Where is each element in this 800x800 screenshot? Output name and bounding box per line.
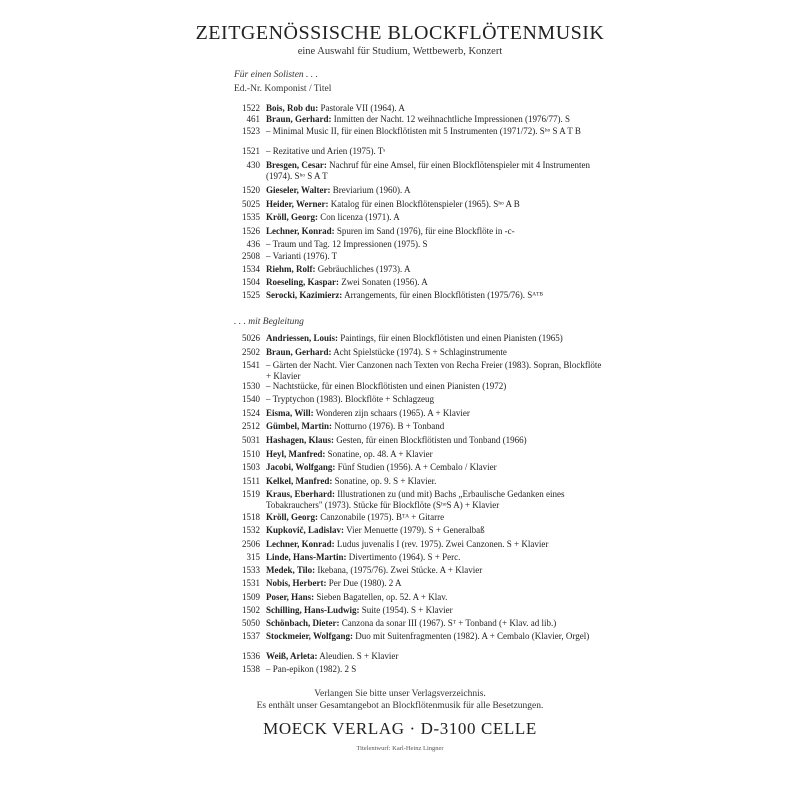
edition-number: 1537 (242, 631, 260, 641)
design-credit: Titelentwurf: Karl-Heinz Lingner (356, 745, 444, 752)
entry-text (266, 664, 606, 675)
work-title: – Gärten der Nacht. Vier Canzonen nach Texten von Recha Freier (1983). Sopran, Blockflöte + Klavier (266, 360, 602, 381)
entry-text (266, 381, 606, 392)
composer-name: Kröll, Georg: (266, 212, 318, 222)
composer-name: Riehm, Rolf: (266, 264, 316, 274)
edition-number: 5026 (242, 333, 260, 343)
edition-number: 1509 (242, 592, 260, 602)
edition-number: 5050 (242, 618, 260, 628)
edition-number: 315 (246, 552, 260, 562)
edition-number: 1524 (242, 408, 260, 418)
entry-text (266, 489, 606, 510)
entry-text (266, 592, 606, 603)
edition-number: 1540 (242, 394, 260, 404)
composer-name: Bois, Rob du: (266, 103, 319, 113)
composer-name: Gümbel, Martin: (266, 421, 332, 431)
edition-number: 5031 (242, 435, 260, 445)
edition-number: 1531 (242, 578, 260, 588)
work-title: – Varianti (1976). T (266, 251, 338, 261)
work-title: Sonatine, op. 48. A + Klavier (327, 449, 433, 459)
entry-text (266, 618, 606, 629)
composer-name: Kröll, Georg: (266, 512, 318, 522)
work-title: Ludus juvenalis I (rev. 1975). Zwei Canzonen. S + Klavier (336, 539, 549, 549)
edition-number: 430 (246, 160, 260, 170)
work-title: Spuren im Sand (1976), für eine Blockflöte in -c- (336, 226, 515, 236)
edition-number: 1518 (242, 512, 260, 522)
work-title: Ikebana, (1975/76). Zwei Stücke. A + Klavier (317, 565, 483, 575)
composer-name: Medek, Tilo: (266, 565, 316, 575)
edition-number: 1533 (242, 565, 260, 575)
page-subtitle: eine Auswahl für Studium, Wettbewerb, Konzert (297, 46, 503, 57)
work-title: Aleudien. S + Klavier (319, 651, 399, 661)
entry-text (266, 408, 606, 419)
entry-text (266, 605, 606, 616)
work-title: Arrangements, für einen Blockflötisten (1975/76). Sᴬᵀᴮ (344, 290, 543, 300)
soloists-section-label: Für einen Solisten . . . (234, 70, 318, 80)
work-title: Nachruf für eine Amsel, für einen Blockflötenspieler mit 4 Instrumenten (1974). Sʰᵒ S A T (266, 160, 590, 181)
work-title: Pastorale VII (1964). A (320, 103, 405, 113)
entry-text (266, 476, 606, 487)
edition-number: 1503 (242, 462, 260, 472)
edition-number: 461 (246, 114, 260, 124)
edition-number: 2506 (242, 539, 260, 549)
work-title: Gesten, für einen Blockflötisten und Tonband (1966) (336, 435, 527, 445)
entry-text (266, 347, 606, 358)
composer-name: Serocki, Kazimierz: (266, 290, 343, 300)
work-title: – Tryptychon (1983). Blockflöte + Schlagzeug (266, 394, 435, 404)
work-title: Duo mit Suitenfragmenten (1982). A + Cembalo (Klavier, Orgel) (355, 631, 590, 641)
page-title: ZEITGENÖSSISCHE BLOCKFLÖTENMUSIK (195, 22, 605, 44)
work-title: Breviarium (1960). A (332, 185, 411, 195)
footer-note-2: Es enthält unser Gesamtangebot an Blockflötenmusik für alle Besetzungen. (256, 701, 544, 711)
edition-number: 1538 (242, 664, 260, 674)
edition-number: 1526 (242, 226, 260, 236)
edition-number: 1522 (242, 103, 260, 113)
edition-number: 1510 (242, 449, 260, 459)
edition-number: 1532 (242, 525, 260, 535)
work-title: Gebräuchliches (1973). A (317, 264, 411, 274)
composer-name: Heider, Werner: (266, 199, 329, 209)
composer-name: Eisma, Will: (266, 408, 314, 418)
entry-text (266, 578, 606, 589)
work-title: – Nachtstücke, für einen Blockflötisten und einen Pianisten (1972) (266, 381, 507, 391)
accompanied-section-label: . . . mit Begleitung (234, 317, 304, 327)
edition-number: 1520 (242, 185, 260, 195)
work-title: Illustrationen zu (und mit) Bachs „Erbaulische Gedanken eines Tobakrauchers" (1973). Stücke für Blockflöte (SʰᵒS A) + Klavier (266, 489, 565, 510)
work-title: Per Due (1980). 2 A (328, 578, 402, 588)
work-title: Inmitten der Nacht. 12 weihnachtliche Impressionen (1976/77). S (333, 114, 570, 124)
entry-text (266, 651, 606, 662)
work-title: Fünf Studien (1956). A + Cembalo / Klavier (337, 462, 497, 472)
composer-name: Andriessen, Louis: (266, 333, 339, 343)
entry-text (266, 449, 606, 460)
edition-number: 2502 (242, 347, 260, 357)
entry-text (266, 565, 606, 576)
entry-text (266, 512, 606, 523)
work-title: Canzona da sonar III (1967). Sᵀ + Tonband (+ Klav. ad lib.) (341, 618, 557, 628)
edition-number: 1521 (242, 146, 260, 156)
edition-number: 1504 (242, 277, 260, 287)
edition-number: 2512 (242, 421, 260, 431)
edition-number: 1535 (242, 212, 260, 222)
composer-name: Schönbach, Dieter: (266, 618, 340, 628)
composer-name: Poser, Hans: (266, 592, 315, 602)
composer-name: Schilling, Hans-Ludwig: (266, 605, 360, 615)
composer-name: Kelkel, Manfred: (266, 476, 333, 486)
composer-name: Gieseler, Walter: (266, 185, 331, 195)
work-title: Paintings, für einen Blockflötisten und einen Pianisten (1965) (340, 333, 563, 343)
entry-text (266, 333, 606, 344)
composer-name: Linde, Hans-Martin: (266, 552, 347, 562)
edition-number: 1534 (242, 264, 260, 274)
work-title: Wonderen zijn schaars (1965). A + Klavier (315, 408, 470, 418)
edition-number: 1525 (242, 290, 260, 300)
composer-name: Bresgen, Cesar: (266, 160, 327, 170)
edition-number: 2508 (242, 251, 260, 261)
work-title: – Rezitative und Arien (1975). Tˢ (266, 146, 386, 156)
edition-number: 1519 (242, 489, 260, 499)
work-title: Con licenza (1971). A (320, 212, 400, 222)
entry-text (266, 552, 606, 563)
entry-text (266, 435, 606, 446)
edition-number: 1502 (242, 605, 260, 615)
edition-number: 1536 (242, 651, 260, 661)
column-header: Ed.-Nr. Komponist / Titel (234, 84, 332, 94)
work-title: Zwei Sonaten (1956). A (341, 277, 428, 287)
work-title: Notturno (1976). B + Tonband (334, 421, 445, 431)
entry-text (266, 631, 606, 642)
composer-name: Lechner, Konrad: (266, 539, 335, 549)
composer-name: Braun, Gerhard: (266, 114, 332, 124)
work-title: Vier Menuette (1979). S + Generalbaß (346, 525, 485, 535)
entry-text (266, 539, 606, 550)
work-title: Katalog für einen Blockflötenspieler (1965). Sʰᵒ A B (330, 199, 520, 209)
composer-name: Weiß, Arleta: (266, 651, 318, 661)
composer-name: Roeseling, Kaspar: (266, 277, 339, 287)
composer-name: Hashagen, Klaus: (266, 435, 335, 445)
edition-number: 1511 (242, 476, 260, 486)
publisher-name: MOECK VERLAG · D-3100 CELLE (263, 719, 537, 738)
edition-number: 1523 (242, 126, 260, 136)
entry-text (266, 421, 606, 432)
work-title: – Traum und Tag. 12 Impressionen (1975). S (266, 239, 428, 249)
composer-name: Kupkovič, Ladislav: (266, 525, 345, 535)
work-title: Canzonabile (1975). Bᵀᴬ + Gitarre (320, 512, 445, 522)
edition-number: 5025 (242, 199, 260, 209)
footer-note-1: Verlangen Sie bitte unser Verlagsverzeichnis. (314, 689, 486, 699)
work-title: Sieben Bagatellen, op. 52. A + Klav. (316, 592, 448, 602)
entry-text (266, 394, 606, 405)
composer-name: Nobis, Herbert: (266, 578, 327, 588)
edition-number: 436 (246, 239, 260, 249)
entry-text (266, 525, 606, 536)
composer-name: Braun, Gerhard: (266, 347, 332, 357)
entry-text (266, 462, 606, 473)
work-title: – Minimal Music II, für einen Blockflötisten mit 5 Instrumenten (1971/72). Sʰᵒ S A T B (266, 126, 581, 136)
composer-name: Lechner, Konrad: (266, 226, 335, 236)
composer-name: Heyl, Manfred: (266, 449, 326, 459)
entry-text (266, 360, 606, 381)
work-title: Suite (1954). S + Klavier (361, 605, 453, 615)
work-title: Sonatine, op. 9. S + Klavier. (334, 476, 437, 486)
composer-name: Kraus, Eberhard: (266, 489, 336, 499)
work-title: Acht Spielstücke (1974). S + Schlaginstrumente (333, 347, 507, 357)
work-title: – Pan-epikon (1982). 2 S (266, 664, 357, 674)
work-title: Divertimento (1964). S + Perc. (348, 552, 461, 562)
composer-name: Jacobi, Wolfgang: (266, 462, 336, 472)
edition-number: 1530 (242, 381, 260, 391)
composer-name: Stockmeier, Wolfgang: (266, 631, 353, 641)
edition-number: 1541 (242, 360, 260, 370)
